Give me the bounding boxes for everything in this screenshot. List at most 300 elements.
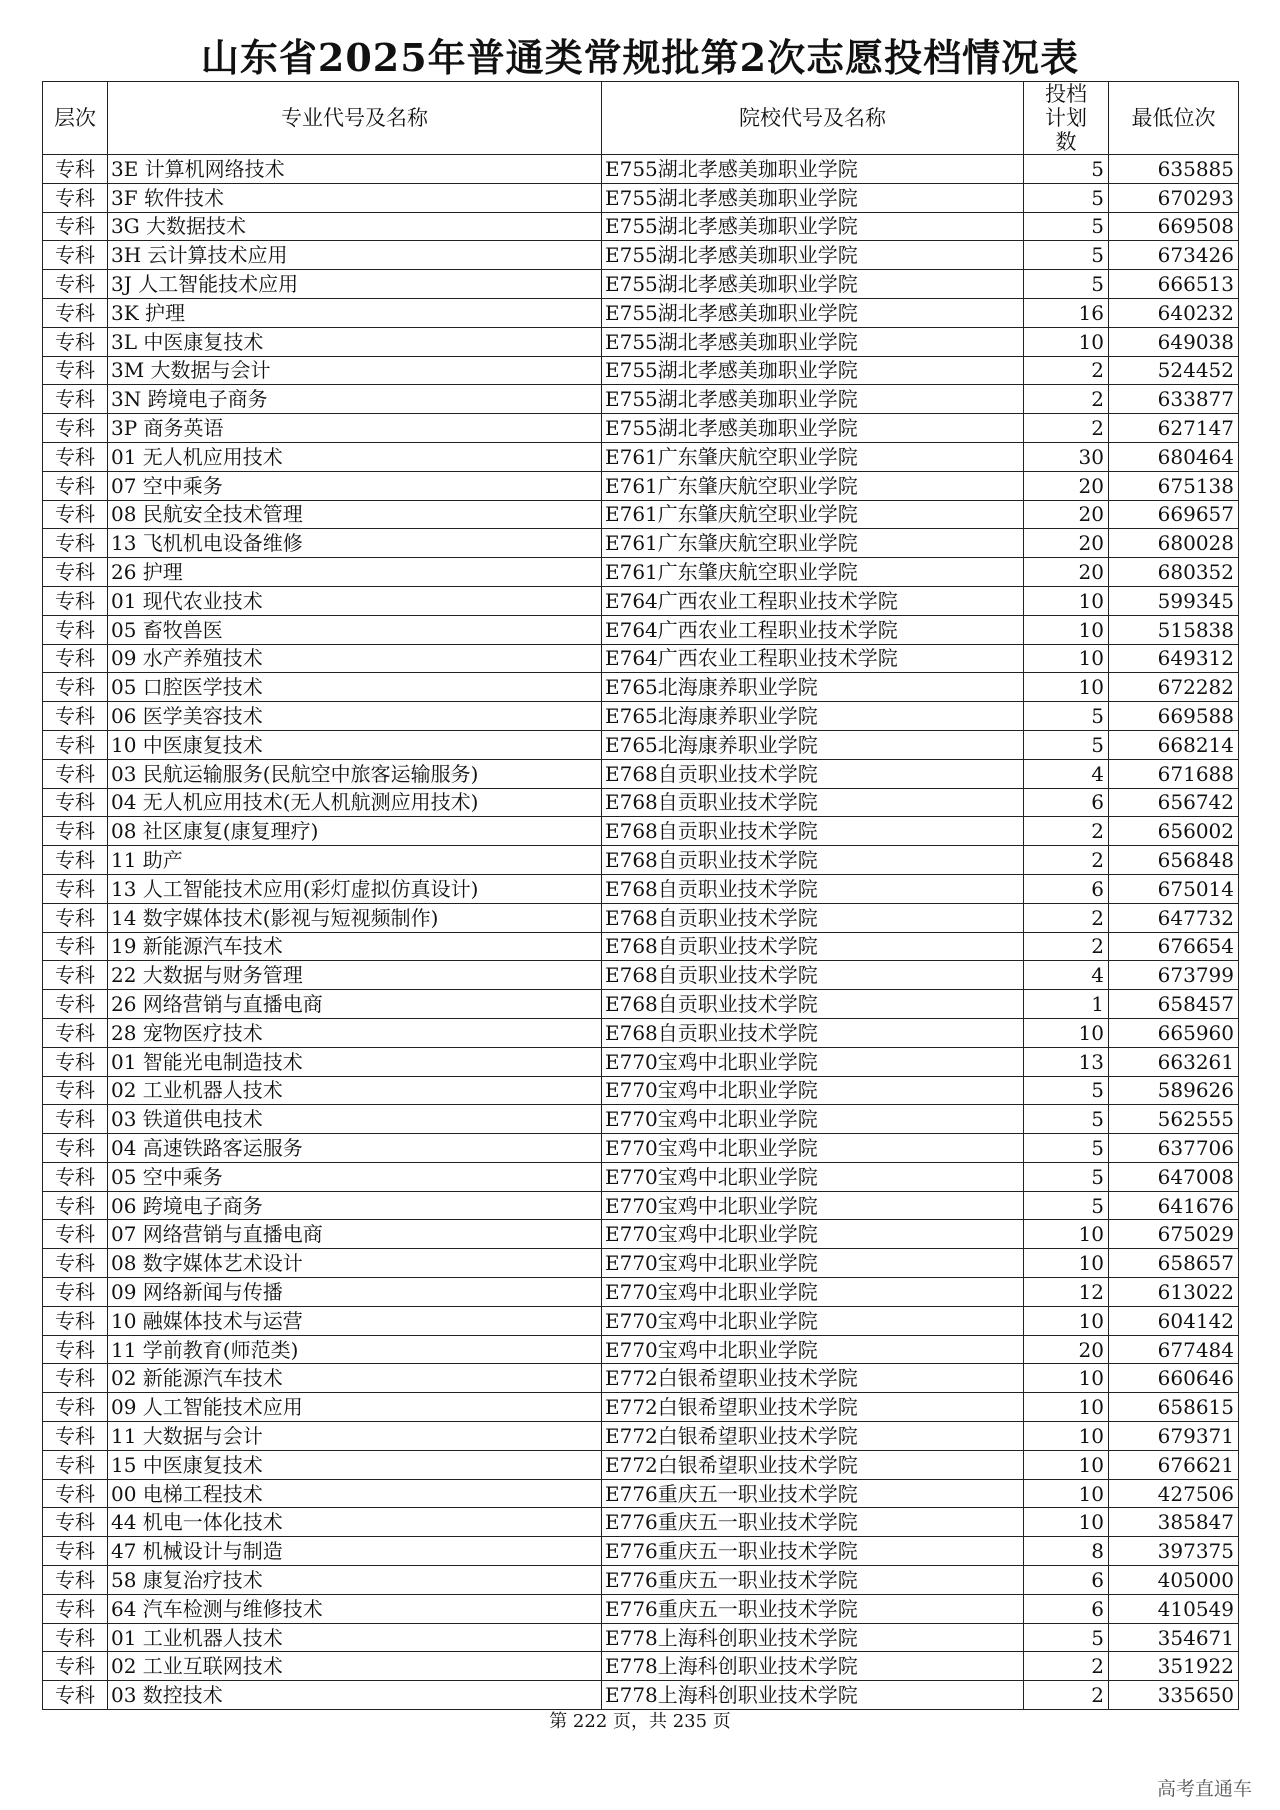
cell-school: E770宝鸡中北职业学院 <box>602 1134 1024 1163</box>
cell-school: E776重庆五一职业技术学院 <box>602 1508 1024 1537</box>
cell-major: 11 大数据与会计 <box>108 1422 602 1451</box>
table-row <box>43 1566 1239 1595</box>
cell-school: E761广东肇庆航空职业学院 <box>602 558 1024 587</box>
cell-rank: 649312 <box>1109 644 1239 673</box>
page-footer: 第 222 页，共 235 页 <box>549 1711 731 1732</box>
cell-rank: 680352 <box>1109 558 1239 587</box>
cell-rank: 524452 <box>1109 356 1239 385</box>
cell-level: 专科 <box>43 183 108 212</box>
cell-major: 05 畜牧兽医 <box>108 615 602 644</box>
cell-plan: 12 <box>1024 1278 1109 1307</box>
cell-plan: 6 <box>1024 1594 1109 1623</box>
cell-rank: 669657 <box>1109 500 1239 529</box>
cell-plan: 5 <box>1024 1162 1109 1191</box>
cell-plan: 5 <box>1024 241 1109 270</box>
cell-school: E761广东肇庆航空职业学院 <box>602 471 1024 500</box>
table-row <box>43 356 1239 385</box>
cell-level: 专科 <box>43 1681 108 1710</box>
cell-school: E768自贡职业技术学院 <box>602 846 1024 875</box>
cell-major: 08 社区康复(康复理疗) <box>108 817 602 846</box>
cell-level: 专科 <box>43 932 108 961</box>
cell-level: 专科 <box>43 385 108 414</box>
cell-level: 专科 <box>43 414 108 443</box>
cell-plan: 5 <box>1024 730 1109 759</box>
table-row <box>43 586 1239 615</box>
cell-major: 02 工业互联网技术 <box>108 1652 602 1681</box>
cell-level: 专科 <box>43 1652 108 1681</box>
table-row <box>43 1594 1239 1623</box>
cell-level: 专科 <box>43 1191 108 1220</box>
cell-school: E772白银希望职业技术学院 <box>602 1364 1024 1393</box>
cell-major: 06 跨境电子商务 <box>108 1191 602 1220</box>
cell-level: 专科 <box>43 1105 108 1134</box>
cell-school: E770宝鸡中北职业学院 <box>602 1306 1024 1335</box>
cell-school: E778上海科创职业技术学院 <box>602 1681 1024 1710</box>
cell-plan: 2 <box>1024 1681 1109 1710</box>
cell-rank: 354671 <box>1109 1623 1239 1652</box>
cell-major: 07 网络营销与直播电商 <box>108 1220 602 1249</box>
cell-school: E772白银希望职业技术学院 <box>602 1393 1024 1422</box>
cell-plan: 5 <box>1024 270 1109 299</box>
table-row <box>43 1105 1239 1134</box>
cell-level: 专科 <box>43 1537 108 1566</box>
table-row <box>43 442 1239 471</box>
cell-school: E765北海康养职业学院 <box>602 730 1024 759</box>
cell-level: 专科 <box>43 673 108 702</box>
table-row <box>43 1306 1239 1335</box>
cell-level: 专科 <box>43 1249 108 1278</box>
cell-major: 06 医学美容技术 <box>108 702 602 731</box>
cell-plan: 5 <box>1024 155 1109 184</box>
cell-level: 专科 <box>43 990 108 1019</box>
cell-level: 专科 <box>43 644 108 673</box>
cell-plan: 4 <box>1024 759 1109 788</box>
table-row <box>43 788 1239 817</box>
cell-major: 3H 云计算技术应用 <box>108 241 602 270</box>
table-row <box>43 1681 1239 1710</box>
cell-rank: 669508 <box>1109 212 1239 241</box>
cell-rank: 562555 <box>1109 1105 1239 1134</box>
cell-level: 专科 <box>43 1508 108 1537</box>
cell-plan: 2 <box>1024 414 1109 443</box>
table-row <box>43 1450 1239 1479</box>
cell-major: 14 数字媒体技术(影视与短视频制作) <box>108 903 602 932</box>
table-row <box>43 673 1239 702</box>
cell-level: 专科 <box>43 529 108 558</box>
cell-rank: 410549 <box>1109 1594 1239 1623</box>
table-row <box>43 1162 1239 1191</box>
cell-rank: 641676 <box>1109 1191 1239 1220</box>
cell-school: E770宝鸡中北职业学院 <box>602 1162 1024 1191</box>
cell-plan: 10 <box>1024 1393 1109 1422</box>
table-row <box>43 1018 1239 1047</box>
cell-rank: 656848 <box>1109 846 1239 875</box>
cell-level: 专科 <box>43 1422 108 1451</box>
table-row <box>43 817 1239 846</box>
cell-level: 专科 <box>43 155 108 184</box>
cell-school: E768自贡职业技术学院 <box>602 961 1024 990</box>
cell-major: 09 网络新闻与传播 <box>108 1278 602 1307</box>
cell-plan: 10 <box>1024 1479 1109 1508</box>
cell-rank: 647732 <box>1109 903 1239 932</box>
table-row <box>43 327 1239 356</box>
cell-school: E761广东肇庆航空职业学院 <box>602 500 1024 529</box>
table-row <box>43 529 1239 558</box>
cell-school: E770宝鸡中北职业学院 <box>602 1278 1024 1307</box>
table-row <box>43 1249 1239 1278</box>
cell-level: 专科 <box>43 356 108 385</box>
cell-rank: 515838 <box>1109 615 1239 644</box>
cell-school: E755湖北孝感美珈职业学院 <box>602 414 1024 443</box>
cell-major: 22 大数据与财务管理 <box>108 961 602 990</box>
header-level: 层次 <box>43 82 108 155</box>
cell-rank: 676654 <box>1109 932 1239 961</box>
cell-plan: 10 <box>1024 644 1109 673</box>
cell-rank: 613022 <box>1109 1278 1239 1307</box>
table-row <box>43 1076 1239 1105</box>
cell-rank: 680464 <box>1109 442 1239 471</box>
cell-rank: 658615 <box>1109 1393 1239 1422</box>
table-row <box>43 212 1239 241</box>
cell-plan: 5 <box>1024 702 1109 731</box>
cell-plan: 6 <box>1024 874 1109 903</box>
cell-school: E776重庆五一职业技术学院 <box>602 1537 1024 1566</box>
cell-level: 专科 <box>43 1162 108 1191</box>
table-row <box>43 730 1239 759</box>
cell-level: 专科 <box>43 298 108 327</box>
table-row <box>43 385 1239 414</box>
cell-school: E755湖北孝感美珈职业学院 <box>602 270 1024 299</box>
cell-rank: 669588 <box>1109 702 1239 731</box>
cell-plan: 10 <box>1024 586 1109 615</box>
cell-level: 专科 <box>43 846 108 875</box>
cell-rank: 679371 <box>1109 1422 1239 1451</box>
cell-rank: 397375 <box>1109 1537 1239 1566</box>
cell-major: 15 中医康复技术 <box>108 1450 602 1479</box>
cell-school: E768自贡职业技术学院 <box>602 874 1024 903</box>
table-row <box>43 990 1239 1019</box>
cell-rank: 672282 <box>1109 673 1239 702</box>
cell-level: 专科 <box>43 270 108 299</box>
cell-rank: 637706 <box>1109 1134 1239 1163</box>
cell-level: 专科 <box>43 327 108 356</box>
cell-major: 05 口腔医学技术 <box>108 673 602 702</box>
cell-level: 专科 <box>43 442 108 471</box>
cell-rank: 677484 <box>1109 1335 1239 1364</box>
cell-major: 3P 商务英语 <box>108 414 602 443</box>
table-row <box>43 1191 1239 1220</box>
cell-major: 01 现代农业技术 <box>108 586 602 615</box>
cell-level: 专科 <box>43 1335 108 1364</box>
table-row <box>43 1537 1239 1566</box>
cell-school: E764广西农业工程职业技术学院 <box>602 644 1024 673</box>
cell-major: 04 高速铁路客运服务 <box>108 1134 602 1163</box>
table-row <box>43 1623 1239 1652</box>
cell-rank: 673799 <box>1109 961 1239 990</box>
cell-rank: 656742 <box>1109 788 1239 817</box>
table-row <box>43 1134 1239 1163</box>
table-row <box>43 702 1239 731</box>
cell-rank: 633877 <box>1109 385 1239 414</box>
cell-plan: 10 <box>1024 1249 1109 1278</box>
cell-rank: 676621 <box>1109 1450 1239 1479</box>
cell-school: E776重庆五一职业技术学院 <box>602 1566 1024 1595</box>
table-row <box>43 298 1239 327</box>
cell-school: E765北海康养职业学院 <box>602 673 1024 702</box>
header-major: 专业代号及名称 <box>108 82 602 155</box>
table-row <box>43 270 1239 299</box>
cell-rank: 663261 <box>1109 1047 1239 1076</box>
cell-plan: 5 <box>1024 1076 1109 1105</box>
cell-rank: 647008 <box>1109 1162 1239 1191</box>
cell-plan: 10 <box>1024 1220 1109 1249</box>
cell-level: 专科 <box>43 471 108 500</box>
cell-rank: 649038 <box>1109 327 1239 356</box>
cell-major: 3K 护理 <box>108 298 602 327</box>
cell-plan: 5 <box>1024 183 1109 212</box>
cell-school: E764广西农业工程职业技术学院 <box>602 586 1024 615</box>
cell-rank: 666513 <box>1109 270 1239 299</box>
cell-level: 专科 <box>43 1566 108 1595</box>
cell-level: 专科 <box>43 961 108 990</box>
cell-plan: 20 <box>1024 529 1109 558</box>
table-row <box>43 1220 1239 1249</box>
cell-school: E772白银希望职业技术学院 <box>602 1450 1024 1479</box>
cell-school: E770宝鸡中北职业学院 <box>602 1105 1024 1134</box>
page-title: 山东省2025年普通类常规批第2次志愿投档情况表 <box>200 35 1080 80</box>
table-row <box>43 874 1239 903</box>
cell-plan: 6 <box>1024 788 1109 817</box>
cell-school: E755湖北孝感美珈职业学院 <box>602 298 1024 327</box>
cell-rank: 658657 <box>1109 1249 1239 1278</box>
cell-major: 03 民航运输服务(民航空中旅客运输服务) <box>108 759 602 788</box>
cell-level: 专科 <box>43 1018 108 1047</box>
cell-rank: 405000 <box>1109 1566 1239 1595</box>
cell-level: 专科 <box>43 1278 108 1307</box>
cell-major: 44 机电一体化技术 <box>108 1508 602 1537</box>
cell-plan: 10 <box>1024 327 1109 356</box>
cell-level: 专科 <box>43 874 108 903</box>
cell-school: E768自贡职业技术学院 <box>602 990 1024 1019</box>
cell-plan: 2 <box>1024 932 1109 961</box>
cell-major: 19 新能源汽车技术 <box>108 932 602 961</box>
header-school: 院校代号及名称 <box>602 82 1024 155</box>
table-row <box>43 500 1239 529</box>
table-row <box>43 1047 1239 1076</box>
cell-school: E755湖北孝感美珈职业学院 <box>602 241 1024 270</box>
table-row <box>43 932 1239 961</box>
cell-school: E770宝鸡中北职业学院 <box>602 1191 1024 1220</box>
table-row <box>43 1422 1239 1451</box>
cell-plan: 1 <box>1024 990 1109 1019</box>
cell-school: E768自贡职业技术学院 <box>602 903 1024 932</box>
cell-major: 13 飞机机电设备维修 <box>108 529 602 558</box>
cell-rank: 665960 <box>1109 1018 1239 1047</box>
cell-level: 专科 <box>43 1623 108 1652</box>
cell-plan: 10 <box>1024 1018 1109 1047</box>
cell-major: 28 宠物医疗技术 <box>108 1018 602 1047</box>
cell-level: 专科 <box>43 1306 108 1335</box>
cell-rank: 335650 <box>1109 1681 1239 1710</box>
cell-school: E778上海科创职业技术学院 <box>602 1652 1024 1681</box>
cell-level: 专科 <box>43 788 108 817</box>
cell-school: E768自贡职业技术学院 <box>602 1018 1024 1047</box>
cell-school: E768自贡职业技术学院 <box>602 759 1024 788</box>
table-row <box>43 961 1239 990</box>
table-row <box>43 1364 1239 1393</box>
cell-plan: 2 <box>1024 385 1109 414</box>
table-row <box>43 558 1239 587</box>
cell-school: E772白银希望职业技术学院 <box>602 1422 1024 1451</box>
cell-rank: 675138 <box>1109 471 1239 500</box>
cell-major: 09 水产养殖技术 <box>108 644 602 673</box>
cell-rank: 668214 <box>1109 730 1239 759</box>
cell-level: 专科 <box>43 1047 108 1076</box>
cell-plan: 10 <box>1024 1364 1109 1393</box>
cell-rank: 656002 <box>1109 817 1239 846</box>
cell-level: 专科 <box>43 817 108 846</box>
cell-school: E755湖北孝感美珈职业学院 <box>602 183 1024 212</box>
cell-rank: 351922 <box>1109 1652 1239 1681</box>
cell-level: 专科 <box>43 1220 108 1249</box>
cell-level: 专科 <box>43 1594 108 1623</box>
table-row <box>43 1479 1239 1508</box>
cell-plan: 5 <box>1024 212 1109 241</box>
cell-major: 08 民航安全技术管理 <box>108 500 602 529</box>
cell-major: 05 空中乘务 <box>108 1162 602 1191</box>
cell-rank: 427506 <box>1109 1479 1239 1508</box>
cell-plan: 10 <box>1024 1422 1109 1451</box>
cell-school: E770宝鸡中北职业学院 <box>602 1335 1024 1364</box>
cell-rank: 635885 <box>1109 155 1239 184</box>
cell-plan: 20 <box>1024 500 1109 529</box>
cell-major: 58 康复治疗技术 <box>108 1566 602 1595</box>
cell-major: 07 空中乘务 <box>108 471 602 500</box>
cell-plan: 10 <box>1024 673 1109 702</box>
cell-level: 专科 <box>43 241 108 270</box>
table-header-row <box>43 82 1239 155</box>
cell-school: E768自贡职业技术学院 <box>602 788 1024 817</box>
cell-rank: 640232 <box>1109 298 1239 327</box>
header-plan: 投档计划数 <box>1024 82 1109 155</box>
table-row <box>43 1393 1239 1422</box>
cell-school: E770宝鸡中北职业学院 <box>602 1047 1024 1076</box>
table-row <box>43 1335 1239 1364</box>
cell-level: 专科 <box>43 1364 108 1393</box>
admission-table <box>42 81 1239 1710</box>
cell-major: 10 中医康复技术 <box>108 730 602 759</box>
cell-plan: 5 <box>1024 1134 1109 1163</box>
cell-plan: 4 <box>1024 961 1109 990</box>
cell-school: E764广西农业工程职业技术学院 <box>602 615 1024 644</box>
cell-major: 3G 大数据技术 <box>108 212 602 241</box>
cell-rank: 671688 <box>1109 759 1239 788</box>
cell-school: E770宝鸡中北职业学院 <box>602 1249 1024 1278</box>
cell-major: 3J 人工智能技术应用 <box>108 270 602 299</box>
cell-level: 专科 <box>43 1134 108 1163</box>
cell-level: 专科 <box>43 212 108 241</box>
cell-school: E761广东肇庆航空职业学院 <box>602 442 1024 471</box>
table-row <box>43 414 1239 443</box>
cell-level: 专科 <box>43 1450 108 1479</box>
cell-rank: 599345 <box>1109 586 1239 615</box>
cell-school: E768自贡职业技术学院 <box>602 932 1024 961</box>
cell-major: 01 智能光电制造技术 <box>108 1047 602 1076</box>
cell-plan: 10 <box>1024 615 1109 644</box>
cell-plan: 6 <box>1024 1566 1109 1595</box>
table-body <box>43 155 1239 1710</box>
cell-plan: 2 <box>1024 817 1109 846</box>
cell-major: 3N 跨境电子商务 <box>108 385 602 414</box>
cell-major: 10 融媒体技术与运营 <box>108 1306 602 1335</box>
cell-level: 专科 <box>43 500 108 529</box>
cell-major: 03 数控技术 <box>108 1681 602 1710</box>
cell-major: 3M 大数据与会计 <box>108 356 602 385</box>
cell-school: E770宝鸡中北职业学院 <box>602 1076 1024 1105</box>
cell-major: 09 人工智能技术应用 <box>108 1393 602 1422</box>
cell-rank: 385847 <box>1109 1508 1239 1537</box>
table-row <box>43 644 1239 673</box>
cell-major: 3F 软件技术 <box>108 183 602 212</box>
cell-major: 01 工业机器人技术 <box>108 1623 602 1652</box>
cell-school: E776重庆五一职业技术学院 <box>602 1479 1024 1508</box>
cell-plan: 5 <box>1024 1105 1109 1134</box>
table-row <box>43 759 1239 788</box>
table-row <box>43 1508 1239 1537</box>
cell-major: 26 护理 <box>108 558 602 587</box>
cell-major: 13 人工智能技术应用(彩灯虚拟仿真设计) <box>108 874 602 903</box>
cell-level: 专科 <box>43 558 108 587</box>
cell-plan: 13 <box>1024 1047 1109 1076</box>
table-row <box>43 615 1239 644</box>
cell-rank: 670293 <box>1109 183 1239 212</box>
cell-plan: 10 <box>1024 1508 1109 1537</box>
cell-rank: 627147 <box>1109 414 1239 443</box>
cell-major: 11 助产 <box>108 846 602 875</box>
cell-school: E765北海康养职业学院 <box>602 702 1024 731</box>
table-row <box>43 471 1239 500</box>
cell-school: E770宝鸡中北职业学院 <box>602 1220 1024 1249</box>
cell-level: 专科 <box>43 759 108 788</box>
cell-rank: 604142 <box>1109 1306 1239 1335</box>
cell-school: E755湖北孝感美珈职业学院 <box>602 212 1024 241</box>
cell-school: E755湖北孝感美珈职业学院 <box>602 155 1024 184</box>
cell-plan: 8 <box>1024 1537 1109 1566</box>
cell-rank: 658457 <box>1109 990 1239 1019</box>
cell-school: E768自贡职业技术学院 <box>602 817 1024 846</box>
table-row <box>43 1278 1239 1307</box>
cell-school: E778上海科创职业技术学院 <box>602 1623 1024 1652</box>
cell-major: 04 无人机应用技术(无人机航测应用技术) <box>108 788 602 817</box>
cell-rank: 589626 <box>1109 1076 1239 1105</box>
cell-major: 00 电梯工程技术 <box>108 1479 602 1508</box>
cell-plan: 10 <box>1024 1450 1109 1479</box>
cell-rank: 660646 <box>1109 1364 1239 1393</box>
cell-major: 47 机械设计与制造 <box>108 1537 602 1566</box>
cell-level: 专科 <box>43 1393 108 1422</box>
cell-major: 26 网络营销与直播电商 <box>108 990 602 1019</box>
table-row <box>43 1652 1239 1681</box>
cell-plan: 20 <box>1024 1335 1109 1364</box>
table-row <box>43 903 1239 932</box>
cell-plan: 5 <box>1024 1623 1109 1652</box>
cell-plan: 10 <box>1024 1306 1109 1335</box>
table-row <box>43 183 1239 212</box>
cell-rank: 680028 <box>1109 529 1239 558</box>
cell-plan: 2 <box>1024 356 1109 385</box>
cell-level: 专科 <box>43 586 108 615</box>
table-row <box>43 846 1239 875</box>
